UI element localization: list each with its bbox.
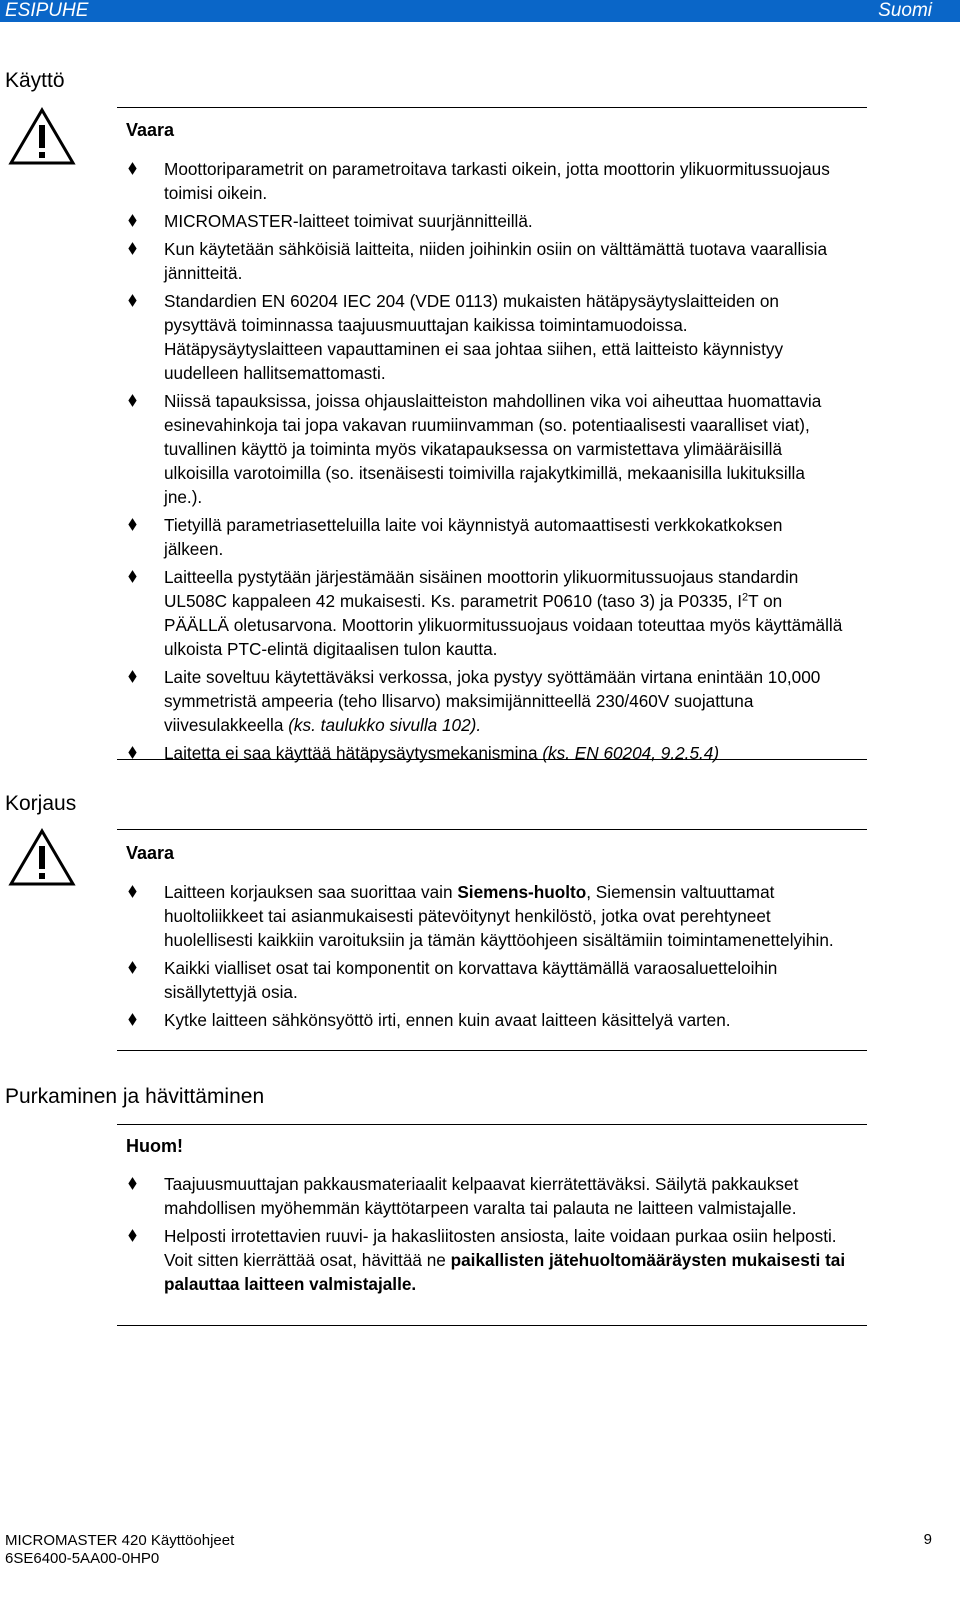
rule-bottom-purkaminen: [117, 1325, 867, 1326]
rule-bottom-korjaus: [117, 1050, 867, 1051]
bullet-diamond-icon: [128, 670, 136, 683]
list-item: [126, 237, 846, 285]
list-item: [126, 289, 846, 385]
rule-top-korjaus: [117, 829, 867, 830]
rule-bottom-kaytto: [117, 759, 867, 760]
list-item-text: Standardien EN 60204 IEC 204 (VDE 0113) mukaisten hätäpysäytyslaitteiden on pysyttävä toiminnassa taajuusmuuttajan kaikissa toimintamuodoissa. Hätäpysäytyslaitteen vapauttaminen ei saa johtaa siihen, että laitteisto käynnistyy uudelleen hallitsemattomasti.: [164, 291, 784, 383]
list-item: [126, 565, 846, 661]
header-language: Suomi: [878, 0, 932, 21]
bullet-diamond-icon: [128, 570, 136, 583]
bullet-diamond-icon: [128, 162, 136, 175]
list-item-text: Niissä tapauksissa, joissa ohjauslaitteiston mahdollinen vika voi aiheuttaa huomattavia esinevahinkoja tai jopa vakavan ruumiinvamman (so. potentiaalisesti vaaralliset viat), tuvallinen käyttö ja toiminta myös vikatapauksessa on varmistettava ylimääräisillä ulkoisilla varotoimilla (so. itsenäisesti toimivilla rajakytkimillä, mekaanisilla lukituksilla jne.).: [164, 391, 822, 507]
footer-order-number: 6SE6400-5AA00-0HP0: [5, 1550, 160, 1567]
footer-manual-title: MICROMASTER 420 Käyttöohjeet: [5, 1532, 235, 1549]
danger-label-kaytto: Vaara: [126, 120, 175, 140]
bullet-list-purkaminen: [126, 1172, 846, 1296]
list-item: [126, 665, 846, 737]
list-item: [126, 209, 846, 233]
list-item-text: , Siemensin valtuuttamat huoltoliikkeet tai asianmukaisesti pätevöitynyt henkilöstö, jotka ovat perehtyneet huolellisesti kaikkiin varoituksiin ja tämän käyttöohjeen sisältämiin toimintamenettelyihin.: [164, 882, 834, 950]
bullet-diamond-icon: [128, 746, 136, 759]
list-item-text: Kaikki vialliset osat tai komponentit on korvattava käyttämällä varaosaluetteloihin sisällytettyjä osia.: [164, 958, 778, 1002]
bullet-diamond-icon: [128, 1177, 136, 1190]
danger-label-korjaus: Vaara: [126, 843, 175, 863]
rule-top-purkaminen: [117, 1124, 867, 1125]
bullet-list-korjaus: [126, 880, 846, 1032]
rule-top-kaytto: [117, 107, 867, 108]
list-item-text: Tietyillä parametriasetteluilla laite voi käynnistyä automaattisesti verkkokatkoksen jälkeen.: [164, 515, 783, 559]
warning-triangle-icon: [8, 107, 76, 165]
header-chapter: ESIPUHE: [5, 0, 89, 21]
page-number: 9: [923, 1531, 932, 1548]
bullet-diamond-icon: [128, 1013, 136, 1026]
page-header: [0, 0, 960, 22]
section-title-kaytto: Käyttö: [5, 69, 65, 92]
list-item: [126, 1008, 846, 1032]
list-item: [126, 1224, 846, 1296]
list-item-text: Kytke laitteen sähkönsyöttö irti, ennen kuin avaat laitteen käsittelyä varten.: [164, 1010, 731, 1030]
list-item: [126, 1172, 846, 1220]
list-item-text: Moottoriparametrit on parametroitava tarkasti oikein, jotta moottorin ylikuormitussuojaus toimisi oikein.: [164, 159, 830, 203]
bullet-diamond-icon: [128, 242, 136, 255]
list-item: [126, 389, 846, 509]
bullet-diamond-icon: [128, 394, 136, 407]
list-item-text: Laite soveltuu käytettäväksi verkossa, joka pystyy syöttämään virtana enintään 10,000 symmetristä ampeeria (teho llisarvo) maksimijännitteellä 230/460V suojattuna viivesulakkeella: [164, 667, 821, 735]
list-item-text: Taajuusmuuttajan pakkausmateriaalit kelpaavat kierrätettäväksi. Säilytä pakkaukset mahdollisen myöhemmän käyttötarpeen varalta tai palauta ne laitteen valmistajalle.: [164, 1174, 799, 1218]
list-item-text: Laitteen korjauksen saa suorittaa vain: [164, 882, 458, 902]
warning-triangle-icon: [8, 828, 76, 886]
list-item-text: (ks. taulukko sivulla 102).: [288, 715, 482, 735]
section-title-korjaus: Korjaus: [5, 792, 77, 815]
bullet-list-kaytto: [126, 157, 846, 765]
list-item: [126, 157, 846, 205]
list-item-text: Kun käytetään sähköisiä laitteita, niiden joihinkin osiin on välttämättä tuotava vaarallisia jännitteitä.: [164, 239, 828, 283]
list-item-text: 2: [742, 591, 749, 604]
list-item: [126, 880, 846, 952]
bullet-diamond-icon: [128, 518, 136, 531]
bullet-diamond-icon: [128, 294, 136, 307]
bullet-diamond-icon: [128, 1229, 136, 1242]
list-item: [126, 956, 846, 1004]
list-item-text: T on PÄÄLLÄ oletusarvona. Moottorin ylikuormitussuojaus voidaan toteuttaa myös käyttämällä ulkoista PTC-elintä digitaalisen tulon kautta.: [164, 591, 843, 659]
list-item-text: Siemens-huolto: [457, 882, 587, 902]
list-item-text: Laitteella pystytään järjestämään sisäinen moottorin ylikuormitussuojaus standardin UL508C kappaleen 42 mukaisesti. Ks. parametrit P0610 (taso 3) ja P0335, I: [164, 567, 799, 611]
list-item-text: MICROMASTER-laitteet toimivat suurjännitteillä.: [164, 211, 533, 231]
list-item-text: Helposti irrotettavien ruuvi- ja hakasliitosten ansiosta, laite voidaan purkaa osiin helposti. Voit sitten kierrättää osat, hävittää ne: [164, 1226, 837, 1270]
bullet-diamond-icon: [128, 885, 136, 898]
list-item: [126, 513, 846, 561]
bullet-diamond-icon: [128, 961, 136, 974]
bullet-diamond-icon: [128, 214, 136, 227]
list-item-text: (ks. EN 60204, 9.2.5.4): [542, 743, 720, 763]
list-item-text: Laitetta ei saa käyttää hätäpysäytysmekanismina: [164, 743, 543, 763]
list-item: [126, 741, 846, 765]
list-item-text: paikallisten jätehuoltomääräysten mukaisesti tai palauttaa laitteen valmistajalle.: [164, 1250, 846, 1294]
section-title-purkaminen: Purkaminen ja hävittäminen: [5, 1085, 265, 1108]
note-label-purkaminen: Huom!: [126, 1136, 183, 1156]
